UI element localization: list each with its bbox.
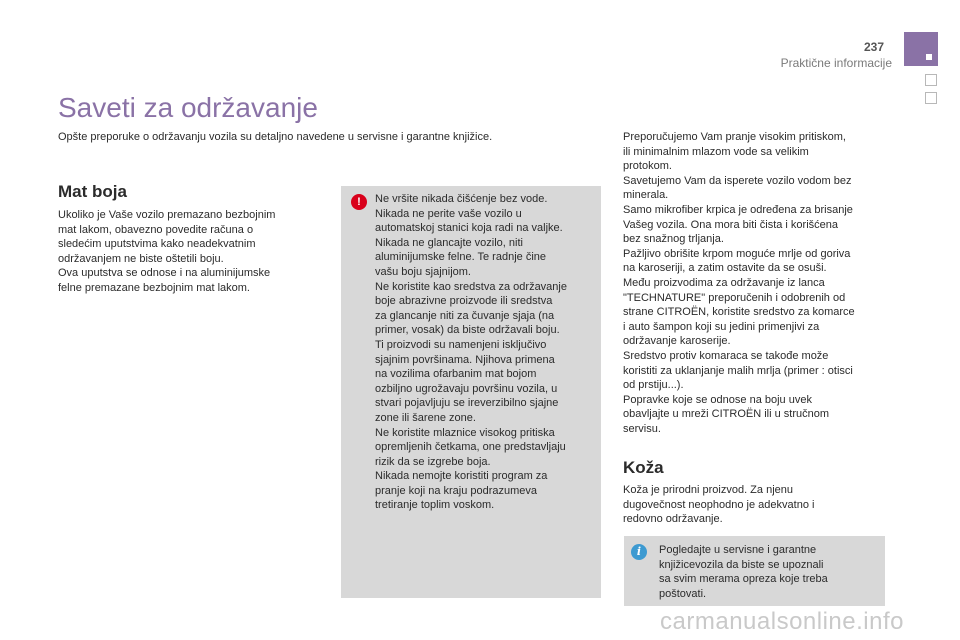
page-number: 237 [863, 40, 884, 54]
nav-square-2 [925, 92, 937, 104]
chapter-tab-marker [926, 54, 932, 60]
info-icon: i [631, 544, 647, 560]
intro-text: Opšte preporuke o održavanju vozila su detaljno navedene u servisne i garantne knjižice. [58, 131, 493, 143]
section-label: Praktične informacije [780, 56, 892, 70]
info-box [624, 536, 885, 606]
page-title: Saveti za održavanje [58, 92, 318, 123]
mat-paint-text: Ukoliko je Vaše vozilo premazano bezbojnim mat lakom, obavezno povedite računa o sledećim uputstvima kako neadekvatnim održavanjem ne biste oštetili boju. Ova uputstva se odnose i na aluminijumske felne premazane bezbojnim mat lakom. [58, 209, 276, 294]
warning-text: Ne vršite nikada čišćenje bez vode. Nikada ne perite vaše vozilo u automatskoj stanici koja radi na valjke. Nikada ne glancajte vozilo, niti aluminijumske felne. Te radnje čine vašu boju sjajnijom. Ne koristite kao sredstva za održavanje boje abrazivne proizvode ili sredstva za glancanje niti za čuvanje sjaja (na primer, vosak) da biste održavali boju. Ti proizvodi su namenjeni isključivo sjajnim površinama. Njihova primena na vozilima ofarbanim mat bojom ozbiljno ugrožavaju površinu vozila, u stvari pojavljuju se ireverzibilno sjajne zone ili šarene zone. Ne koristite mlaznice visokog pritiska opremljenih četkama, one predstavljaju rizik da se izgrebe boja. Nikada nemojte koristiti program za pranje koji na kraju podrazumeva tretiranje toplim voskom. [375, 193, 567, 512]
mat-paint-heading: Mat boja [58, 182, 127, 201]
warning-icon: ! [351, 194, 367, 210]
nav-square-1 [925, 74, 937, 86]
info-text: Pogledajte u servisne i garantne knjižicevozila da biste se upoznali sa svim merama opreza koje treba poštovati. [659, 544, 828, 600]
leather-heading: Koža [623, 458, 664, 477]
chapter-tab [904, 32, 938, 66]
right-column-text: Preporučujemo Vam pranje visokim pritiskom, ili minimalnim mlazom vode sa velikim protokom. Savetujemo Vam da isperete vozilo vodom bez minerala. Samo mikrofiber krpica je određena za brisanje Vašeg vozila. Ona mora biti čista i korišćena bez snažnog trljanja. Pažljivo obrišite krpom moguće mrlje od goriva na karoseriji, a zatim ostavite da se osuši. Među proizvodima za održavanje iz lanca "TECHNATURE" preporučenih i odobrenih od strane CITROËN, koristite sredstvo za komarce i auto šampon koji su jedini primenjivi za održavanje karoserije. Sredstvo protiv komaraca se takođe može koristiti za uklanjanje malih mrlja (primer : otisci od prstiju...). Popravke koje se odnose na boju uvek obavljajte u mreži CITROËN ili u stručnom servisu. [623, 131, 855, 435]
leather-text: Koža je prirodni proizvod. Za njenu dugovečnost neophodno je adekvatno i redovno održavanje. [623, 484, 815, 526]
watermark: carmanualsonline.info [660, 608, 904, 635]
warning-box [341, 186, 601, 598]
